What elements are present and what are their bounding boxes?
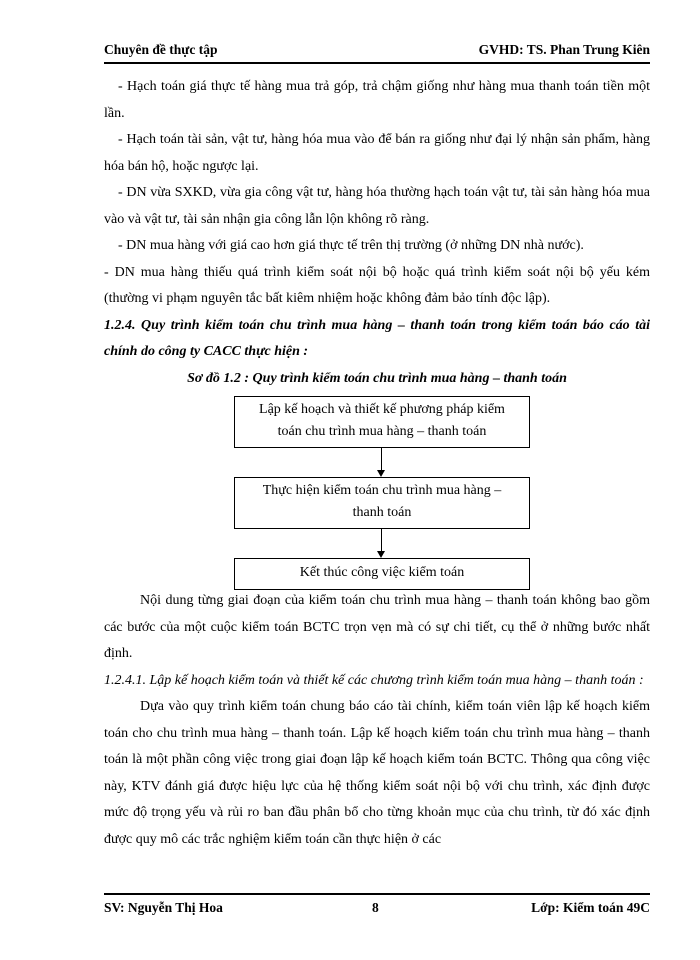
paragraph: Dựa vào quy trình kiểm toán chung báo cáo tài chính, kiểm toán viên lập kế hoạch kiểm toán cho chu trình mua hàng – thanh toán. Lập kế hoạch kiểm toán chu trình mua hàng – thanh toán là một phần công việc trong giai đoạn lập kế hoạch kiểm toán BCTC. Thông qua công việc này, KTV đánh giá được hiệu lực của hệ thống kiểm soát nội bộ với chu trình, xác định được mức độ trọng yếu và rủi ro ban đầu phân bổ cho từng khoản mục của chu trình, từ đó xác định được quy mô các trắc nghiệm kiểm toán cần thực hiện ở các	[104, 699, 650, 847]
document-body	[104, 74, 650, 392]
arrow-down-icon	[377, 470, 385, 477]
footer-class: Lớp: Kiểm toán 49C	[531, 900, 650, 915]
bullet-item: - Hạch toán tài sản, vật tư, hàng hóa mua vào để bán ra giống như đại lý nhận sản phẩm, hàng hóa bán hộ, hoặc ngược lại.	[104, 132, 650, 174]
footer-divider	[104, 893, 650, 895]
document-body-continued	[104, 588, 650, 853]
section-heading: 1.2.4. Quy trình kiểm toán chu trình mua hàng – thanh toán trong kiểm toán báo cáo tài chính do công ty CACC thực hiện :	[104, 317, 650, 359]
flow-connector	[381, 528, 382, 552]
page-number: 8	[372, 900, 379, 915]
page-footer	[104, 900, 650, 920]
footer-student: SV: Nguyễn Thị Hoa	[104, 900, 223, 915]
bullet-item: - DN mua hàng thiếu quá trình kiểm soát nội bộ hoặc quá trình kiểm soát nội bộ yếu kém (thường vi phạm nguyên tắc bất kiêm nhiệm hoặc không đảm bảo tính độc lập).	[104, 264, 650, 306]
header-divider	[104, 62, 650, 64]
arrow-down-icon	[377, 551, 385, 558]
flow-connector	[381, 447, 382, 471]
process-flow-diagram	[234, 396, 530, 592]
flow-step-label: Kết thúc công việc kiểm toán	[299, 565, 465, 580]
bullet-item: - DN vừa SXKD, vừa gia công vật tư, hàng hóa thường hạch toán vật tư, tài sản hàng hóa mua vào và vật tư, tài sản nhận gia công lẫn lộn không rõ ràng.	[104, 185, 650, 227]
page-header	[104, 40, 650, 60]
flow-step-planning	[234, 396, 530, 448]
flow-step-conclusion	[234, 558, 530, 590]
diagram-title: Sơ đồ 1.2 : Quy trình kiểm toán chu trình mua hàng – thanh toán	[187, 370, 567, 386]
bullet-item: - DN mua hàng với giá cao hơn giá thực tế trên thị trường (ở những DN nhà nước).	[118, 238, 584, 253]
header-advisor: GVHD: TS. Phan Trung Kiên	[478, 42, 650, 57]
header-title: Chuyên đề thực tập	[104, 42, 218, 57]
flow-step-execution	[234, 477, 530, 529]
subsection-heading: 1.2.4.1. Lập kế hoạch kiểm toán và thiết kế các chương trình kiểm toán mua hàng – thanh toán :	[104, 672, 644, 688]
paragraph: Nội dung từng giai đoạn của kiểm toán chu trình mua hàng – thanh toán không bao gồm các bước của một cuộc kiểm toán BCTC trọn vẹn mà có sự chi tiết, cụ thể ở những bước nhất định.	[104, 593, 650, 661]
bullet-item: - Hạch toán giá thực tế hàng mua trả góp, trả chậm giống như hàng mua thanh toán tiền một lần.	[104, 79, 650, 121]
flow-step-label: Lập kế hoạch và thiết kế phương pháp kiểm toán chu trình mua hàng – thanh toán	[259, 402, 505, 439]
flow-step-label: Thực hiện kiểm toán chu trình mua hàng – thanh toán	[262, 483, 502, 520]
